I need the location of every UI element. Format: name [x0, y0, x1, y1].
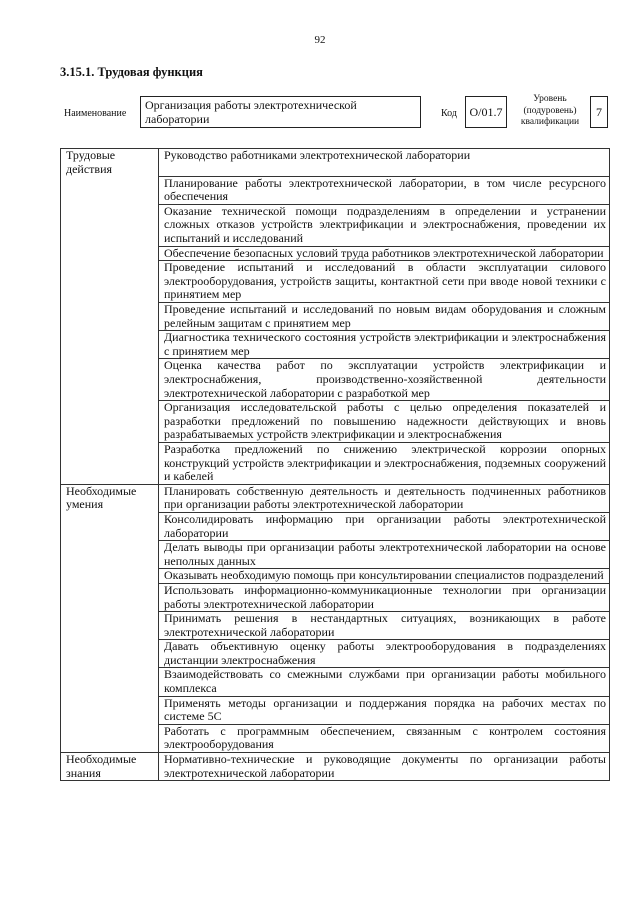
- name-value: Организация работы электротехнической лаборатории: [140, 96, 421, 128]
- section-category-continued: [61, 442, 159, 484]
- table-row: [61, 724, 610, 752]
- function-table: [60, 148, 610, 781]
- section-item: Давать объективную оценку работы электрооборудования в подразделениях дистанции электроснабжения: [159, 640, 610, 668]
- section-item: Планирование работы электротехнической лаборатории, в том числе ресурсного обеспечения: [159, 176, 610, 204]
- table-row: [61, 612, 610, 640]
- section-category-continued: [61, 401, 159, 443]
- section-category-continued: [61, 359, 159, 401]
- table-row: [61, 303, 610, 331]
- section-category: Необходимые умения: [61, 484, 159, 512]
- code-label: Код: [441, 108, 457, 119]
- section-item: Планировать собственную деятельность и деятельность подчиненных работников при организации работы электротехнической лаборатории: [159, 484, 610, 512]
- section-item: Диагностика технического состояния устройств электрификации и электроснабжения с принятием мер: [159, 331, 610, 359]
- section-category-continued: [61, 696, 159, 724]
- table-row: [61, 583, 610, 611]
- section-item: Оказывать необходимую помощь при консультировании специалистов подразделений: [159, 569, 610, 584]
- table-row: [61, 442, 610, 484]
- table-row: [61, 696, 610, 724]
- table-row: [61, 246, 610, 261]
- level-value: 7: [590, 96, 608, 128]
- table-row: [61, 569, 610, 584]
- section-item: Нормативно-технические и руководящие документы по организации работы электротехнической лаборатории: [159, 753, 610, 781]
- section-item: Организация исследовательской работы с целью определения показателей и разработки предложений по повышению надежности действующих и вновь разрабатываемых устройств электрификации и электроснабжения: [159, 401, 610, 443]
- section-category-continued: [61, 176, 159, 204]
- section-category-continued: [61, 724, 159, 752]
- table-row: [61, 359, 610, 401]
- section-item: Руководство работниками электротехнической лаборатории: [159, 149, 610, 177]
- section-category-continued: [61, 512, 159, 540]
- section-title: 3.15.1. Трудовая функция: [60, 65, 203, 79]
- table-row: [61, 512, 610, 540]
- section-item: Оказание технической помощи подразделениям в определении и устранении сложных отказов устройств электрификации и электроснабжения, проведении их испытаний и исследований: [159, 204, 610, 246]
- section-item: Использовать информационно-коммуникационные технологии при организации работы электротехнической лаборатории: [159, 583, 610, 611]
- section-item: Применять методы организации и поддержания порядка на рабочих местах по системе 5С: [159, 696, 610, 724]
- section-item: Разработка предложений по снижению электрической коррозии опорных конструкций устройств электрификации и электроснабжения, подземных сооружений и кабелей: [159, 442, 610, 484]
- section-category-continued: [61, 204, 159, 246]
- section-item: Делать выводы при организации работы электротехнической лаборатории на основе неполных данных: [159, 541, 610, 569]
- section-category-continued: [61, 331, 159, 359]
- section-category-continued: [61, 303, 159, 331]
- level-label: Уровень (подуровень) квалификации: [520, 94, 580, 127]
- table-row: [61, 640, 610, 668]
- table-row: [61, 541, 610, 569]
- section-category-continued: [61, 640, 159, 668]
- function-header: [60, 92, 612, 134]
- section-category-continued: [61, 668, 159, 696]
- section-item: Принимать решения в нестандартных ситуациях, возникающих в работе электротехнической лаборатории: [159, 612, 610, 640]
- section-category: Трудовые действия: [61, 149, 159, 177]
- table-row: [61, 484, 610, 512]
- section-category-continued: [61, 583, 159, 611]
- table-row: [61, 176, 610, 204]
- section-category-continued: [61, 246, 159, 261]
- section-item: Проведение испытаний и исследований в области эксплуатации силового электрооборудования, устройств защиты, контактной сети при вводе новой техники с принятием мер: [159, 261, 610, 303]
- section-category: Необходимые знания: [61, 753, 159, 781]
- section-item: Консолидировать информацию при организации работы электротехнической лаборатории: [159, 512, 610, 540]
- table-row: [61, 261, 610, 303]
- section-item: Взаимодействовать со смежными службами при организации работы мобильного комплекса: [159, 668, 610, 696]
- table-row: [61, 668, 610, 696]
- table-row: [61, 149, 610, 177]
- section-item: Оценка качества работ по эксплуатации устройств электрификации и электроснабжения, производственно-хозяйственной деятельности электротехнической лаборатории с разработкой мер: [159, 359, 610, 401]
- table-row: [61, 204, 610, 246]
- code-value: О/01.7: [465, 96, 507, 128]
- section-category-continued: [61, 569, 159, 584]
- section-category-continued: [61, 612, 159, 640]
- page-number: 92: [314, 34, 326, 46]
- section-item: Обеспечение безопасных условий труда работников электротехнической лаборатории: [159, 246, 610, 261]
- name-label: Наименование: [64, 108, 127, 119]
- table-row: [61, 401, 610, 443]
- section-item: Проведение испытаний и исследований по новым видам оборудования и сложным релейным защитам с принятием мер: [159, 303, 610, 331]
- table-row: [61, 753, 610, 781]
- section-item: Работать с программным обеспечением, связанным с контролем состояния электрооборудования: [159, 724, 610, 752]
- section-category-continued: [61, 261, 159, 303]
- table-row: [61, 331, 610, 359]
- section-category-continued: [61, 541, 159, 569]
